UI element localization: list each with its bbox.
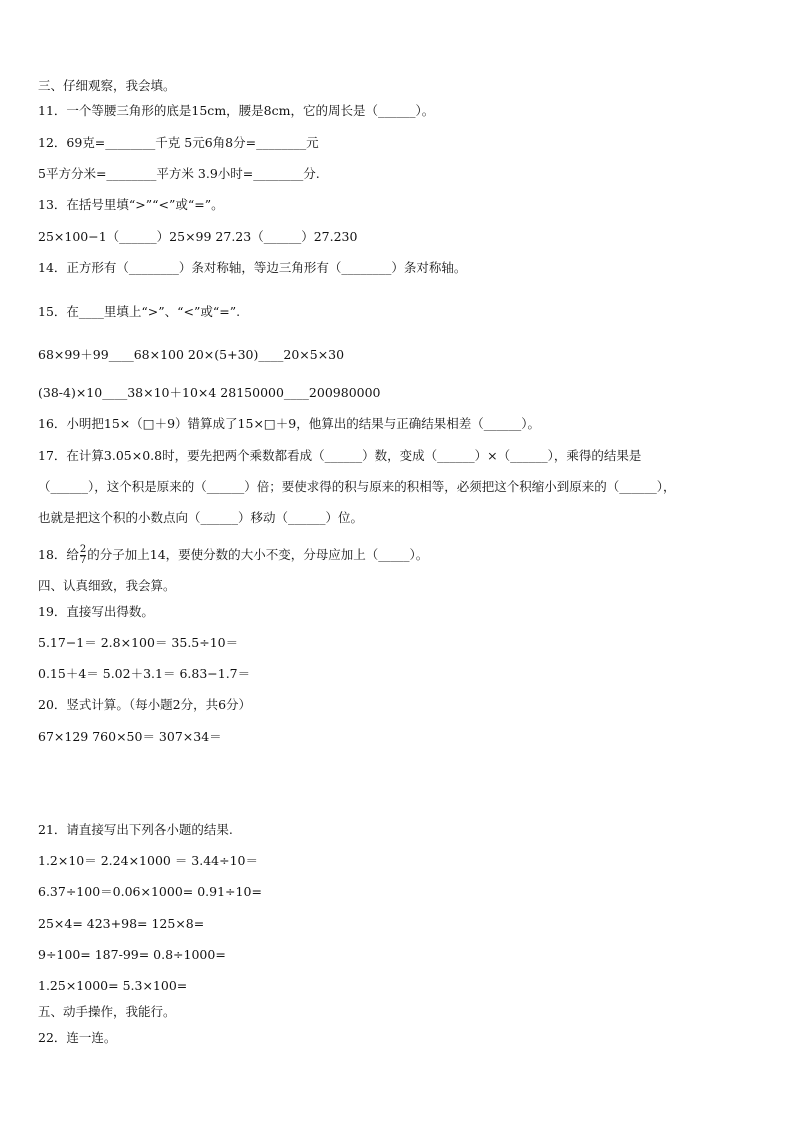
question-21-row-1: 1.2×10＝ 2.24×1000 ＝ 3.44÷10＝ [38, 853, 259, 868]
question-20-row: 67×129 760×50＝ 307×34＝ [38, 729, 222, 744]
section-3-heading: 三、仔细观察，我会填。 [38, 78, 176, 93]
question-13: 13．在括号里填“>”“<”或“=”。 [38, 197, 224, 212]
question-19-row-2: 0.15＋4＝ 5.02＋3.1＝ 6.83−1.7＝ [38, 666, 251, 681]
question-21-row-2: 6.37÷100＝0.06×1000= 0.91÷10= [38, 884, 262, 899]
question-21-row-4: 9÷100= 187-99= 0.8÷1000= [38, 947, 226, 962]
fraction-denominator: 7 [79, 555, 87, 566]
question-21: 21．请直接写出下列各小题的结果. [38, 822, 233, 837]
question-15: 15．在____里填上“>”、“<”或“=”. [38, 304, 241, 319]
question-12-row-1: 12．69克=________千克 5元6角8分=________元 [38, 135, 319, 150]
question-12-row-2: 5平方分米=________平方米 3.9小时=________分. [38, 166, 320, 181]
question-19: 19．直接写出得数。 [38, 604, 154, 619]
question-18 [38, 545, 428, 566]
question-18-prefix: 18．给 [38, 547, 79, 562]
question-21-row-5: 1.25×1000= 5.3×100= [38, 978, 188, 993]
question-17-line-1: 17．在计算3.05×0.8时，要先把两个乘数都看成（______）数，变成（______）×（______），乘得的结果是 [38, 448, 642, 463]
question-21-row-3: 25×4= 423+98= 125×8= [38, 916, 205, 931]
question-18-suffix: 的分子加上14，要使分数的大小不变，分母应加上（_____）。 [87, 547, 429, 562]
question-20: 20．竖式计算。（每小题2分，共6分） [38, 697, 252, 712]
question-17-line-2: （______），这个积是原来的（______）倍；要使求得的积与原来的积相等，必须把这个积缩小到原来的（______）， [38, 479, 676, 494]
fraction [80, 545, 86, 566]
question-15-row-1: 68×99＋99____68×100 20×(5+30)____20×5×30 [38, 347, 345, 362]
section-5-heading: 五、动手操作，我能行。 [38, 1004, 176, 1019]
question-11: 11．一个等腰三角形的底是15cm，腰是8cm，它的周长是（______）。 [38, 103, 435, 118]
section-4-heading: 四、认真细致，我会算。 [38, 578, 176, 593]
question-19-row-1: 5.17−1＝ 2.8×100＝ 35.5÷10＝ [38, 635, 239, 650]
fraction-numerator: 2 [79, 544, 87, 555]
question-14: 14．正方形有（________）条对称轴，等边三角形有（________）条对称轴。 [38, 260, 467, 275]
question-22: 22．连一连。 [38, 1030, 117, 1045]
question-15-row-2: (38-4)×10____38×10＋10×4 28150000____200980000 [38, 385, 381, 400]
question-17-line-3: 也就是把这个积的小数点向（______）移动（______）位。 [38, 510, 364, 525]
question-16: 16．小明把15×（□＋9）错算成了15×□＋9，他算出的结果与正确结果相差（______）。 [38, 416, 540, 431]
question-13-row: 25×100−1（______）25×99 27.23（______）27.230 [38, 229, 358, 244]
